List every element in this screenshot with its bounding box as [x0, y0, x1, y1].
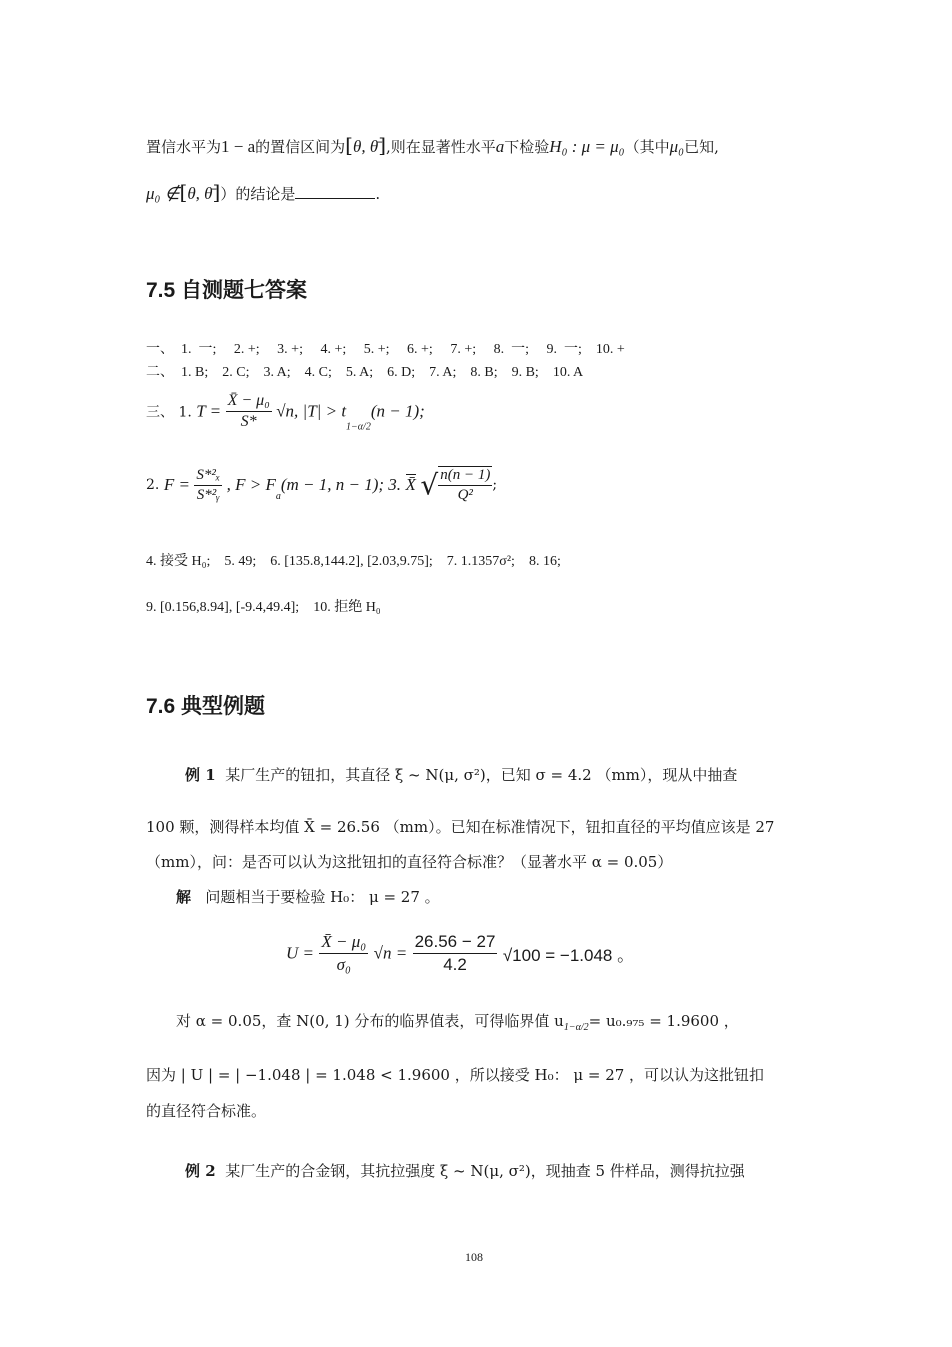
section-75-title: 7.5 自测题七答案	[146, 279, 308, 302]
row4-fraction	[194, 467, 222, 504]
critical-value-text: 对 α = 0.05，查 N(0, 1) 分布的临界值表，可得临界值 u	[176, 1012, 564, 1030]
intro-line-2: μ₀ ∉[θ, θ̄]）的结论是 .	[146, 180, 381, 204]
answer-blank	[295, 184, 375, 199]
intro-line-1: 置信水平为1 − a的置信区间为[θ, θ̄],则在显著性水平a下检验H₀ : μ = μ₀（其中μ₀已知,	[146, 133, 719, 157]
intro-text-e: （其中	[624, 138, 670, 156]
example-1-text: 某厂生产的钮扣，其直径 ξ ~ N(μ, σ²)，已知 σ = 4.2 （mm），现从中抽查	[225, 766, 738, 784]
row3-numerator: X̄ − μ₀	[226, 392, 272, 412]
example-2-label: 例 2	[185, 1162, 216, 1180]
intro-text-a: 置信水平为	[146, 138, 222, 156]
answers-row-1: 一、 1. 一; 2. +; 3. +; 4. +; 5. +; 6. +; 7. +; 8. 一; 9. 一; 10. +	[146, 342, 625, 357]
formula-denominator-2: 4.2	[443, 955, 467, 974]
example-1-line-1	[185, 764, 737, 785]
row4-end: ;	[492, 477, 498, 493]
intro-mu0: μ₀	[669, 137, 685, 156]
critical-value-line	[176, 1010, 739, 1033]
solution-label: 解	[176, 888, 192, 906]
critical-value-end: = u₀.₉₇₅ = 1.9600 ，	[588, 1012, 739, 1030]
formula-end: √100 = −1.048 。	[502, 946, 635, 965]
formula-numerator-1: X̄ − μ₀	[319, 932, 368, 954]
example-1-label: 例 1	[185, 766, 216, 784]
row4-sub: a	[275, 491, 281, 502]
page-number: 108	[465, 1250, 483, 1264]
formula-fraction-1	[319, 932, 368, 975]
intro-text-c: ,则在显著性水平	[386, 138, 496, 156]
formula-mid: √n =	[373, 943, 408, 963]
answers-row-4	[146, 466, 497, 504]
intro-hypothesis: H₀ : μ = μ₀	[549, 137, 625, 156]
formula-numerator-2: 26.56 − 27	[413, 932, 498, 954]
example-2-text: 某厂生产的合金钢，其抗拉强度 ξ ~ N(μ, σ²)，现抽查 5 件样品，测得抗拉强	[225, 1162, 745, 1180]
row4-tail: , F > F	[226, 475, 276, 494]
row4-F: F =	[163, 475, 190, 494]
row4-numerator: S*²ₓ	[194, 467, 222, 486]
formula-denominator-1: σ₀	[336, 955, 351, 974]
example-1-line-3: （mm），问：是否可以认为这批钮扣的直径符合标准？（显著水平 α = 0.05）	[146, 853, 673, 871]
formula-U-label: U =	[286, 943, 314, 963]
intro-interval: θ, θ̄	[352, 137, 379, 156]
row4-label: 2.	[146, 477, 160, 493]
solution-line	[176, 886, 440, 907]
answers-row-6: 9. [0.156,8.94], [-9.4,49.4]; 10. 拒绝 H₀	[146, 600, 381, 615]
intro-line2-interval: θ, θ̄	[187, 184, 213, 203]
intro-math-1: 1 − a	[221, 137, 256, 156]
intro-text-d: 下检验	[504, 138, 550, 156]
intro-text-f: 已知,	[684, 138, 719, 156]
row3-fraction	[226, 392, 272, 431]
row4-root-denominator: Q²	[457, 487, 473, 503]
answers-row-2: 二、 1. B; 2. C; 3. A; 4. C; 5. A; 6. D; 7. A; 8. B; 9. B; 10. A	[146, 365, 584, 380]
intro-line2-text: ）的结论是	[220, 185, 296, 203]
row3-tail: √n, |T| > t	[276, 401, 347, 421]
intro-line2-math: μ₀ ∉	[146, 184, 180, 203]
conclusion-line: 的直径符合标准。	[146, 1102, 267, 1120]
intro-line2-end: .	[375, 185, 381, 203]
answers-row-3	[146, 392, 425, 433]
example-2-line	[185, 1160, 745, 1181]
intro-math-2: a	[495, 137, 505, 156]
solution-text: 问题相当于要检验 H₀： μ = 27 。	[205, 888, 440, 906]
row3-denominator: S*	[240, 413, 257, 430]
row4-root-numerator: n(n − 1)	[438, 467, 492, 486]
row3-sub: 1−α/2	[346, 421, 371, 433]
row4-X: X̄	[405, 475, 416, 494]
intro-text-b: 的置信区间为	[255, 138, 346, 156]
section-76-title: 7.6 典型例题	[146, 695, 266, 718]
row4-mid: (m − 1, n − 1); 3.	[280, 475, 402, 494]
sqrt-icon: √	[420, 468, 439, 502]
critical-value-sub: 1−α/2	[563, 1022, 589, 1033]
row3-label: 三、 1.	[146, 404, 192, 421]
row4-root-fraction	[438, 466, 492, 504]
example-1-line-2: 100 颗，测得样本均值 X̄ = 26.56 （mm）。已知在标准情况下，钮扣直径的平均值应该是 27	[146, 818, 775, 836]
answers-row-5: 4. 接受 H₀; 5. 49; 6. [135.8,144.2], [2.03,9.75]; 7. 1.1357σ²; 8. 16;	[146, 554, 561, 569]
formula-U	[286, 932, 634, 975]
formula-fraction-2	[413, 932, 498, 975]
row4-denominator: S*²ᵧ	[196, 486, 220, 503]
since-line: 因为 | U | = | −1.048 | = 1.048 < 1.9600 ，所以接受 H₀： μ = 27 ，可以认为这批钮扣	[146, 1066, 765, 1084]
row3-end: (n − 1);	[370, 401, 425, 421]
row3-T: T =	[196, 401, 222, 421]
